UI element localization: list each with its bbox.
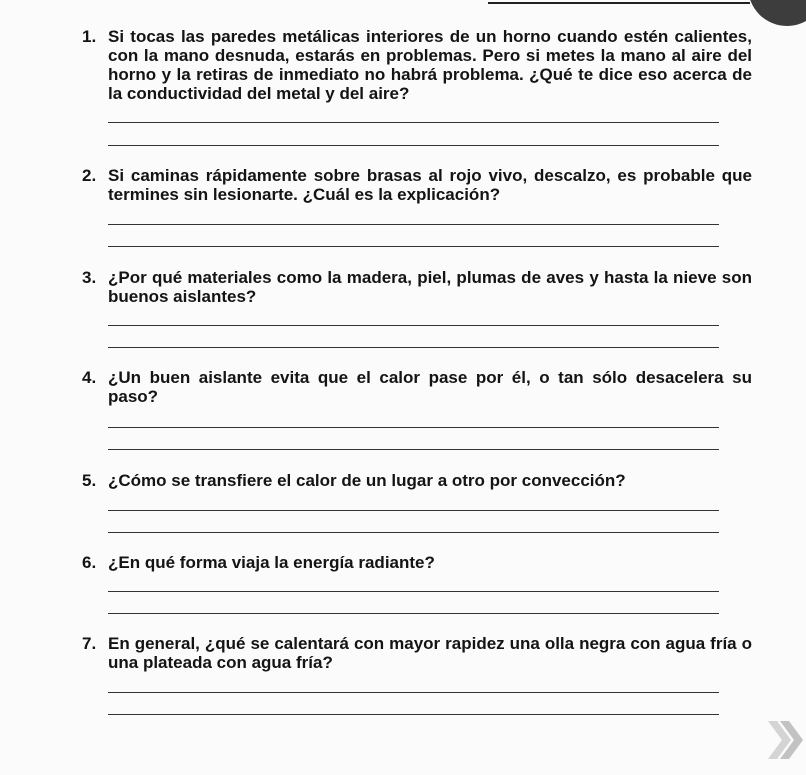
- top-divider: [488, 2, 750, 4]
- answer-line[interactable]: [108, 122, 719, 123]
- question-4: [82, 368, 752, 406]
- answer-line[interactable]: [108, 145, 719, 146]
- question-text: En general, ¿qué se calentará con mayor rapidez una olla negra con agua fría o una plateada con agua fría?: [108, 634, 752, 672]
- answer-line[interactable]: [108, 449, 719, 450]
- answer-line[interactable]: [108, 325, 719, 326]
- question-text: ¿Un buen aislante evita que el calor pase por él, o tan sólo desacelera su paso?: [108, 368, 752, 406]
- question-6: [82, 553, 752, 572]
- question-number: 4.: [82, 368, 97, 387]
- answer-line[interactable]: [108, 591, 719, 592]
- answer-line[interactable]: [108, 692, 719, 693]
- answer-line[interactable]: [108, 510, 719, 511]
- question-number: 7.: [82, 634, 97, 653]
- question-text: ¿En qué forma viaja la energía radiante?: [108, 553, 435, 572]
- chevron-right-icon: [768, 718, 806, 768]
- corner-decoration: [748, 0, 806, 26]
- question-text: ¿Por qué materiales como la madera, piel, plumas de aves y hasta la nieve son buenos aislantes?: [108, 268, 752, 306]
- question-3: [82, 268, 752, 306]
- answer-line[interactable]: [108, 347, 719, 348]
- question-7: [82, 634, 752, 672]
- question-number: 6.: [82, 553, 97, 572]
- question-text: ¿Cómo se transfiere el calor de un lugar a otro por convección?: [108, 471, 626, 490]
- answer-line[interactable]: [108, 532, 719, 533]
- answer-line[interactable]: [108, 427, 719, 428]
- question-5: [82, 471, 752, 490]
- question-number: 5.: [82, 471, 97, 490]
- answer-line[interactable]: [108, 613, 719, 614]
- question-number: 2.: [82, 166, 97, 185]
- answer-line[interactable]: [108, 714, 719, 715]
- question-text: Si tocas las paredes metálicas interiores de un horno cuando estén calientes, con la mano desnuda, estarás en problemas. Pero si metes la mano al aire del horno y la retiras de inmediato no habrá problema. ¿Qué te dice eso acerca de la conductividad del metal y del aire?: [108, 27, 752, 103]
- question-number: 1.: [82, 27, 97, 46]
- question-1: [82, 27, 752, 103]
- answer-line[interactable]: [108, 246, 719, 247]
- answer-line[interactable]: [108, 224, 719, 225]
- question-2: [82, 166, 752, 204]
- question-text: Si caminas rápidamente sobre brasas al rojo vivo, descalzo, es probable que termines sin lesionarte. ¿Cuál es la explicación?: [108, 166, 752, 204]
- question-number: 3.: [82, 268, 97, 287]
